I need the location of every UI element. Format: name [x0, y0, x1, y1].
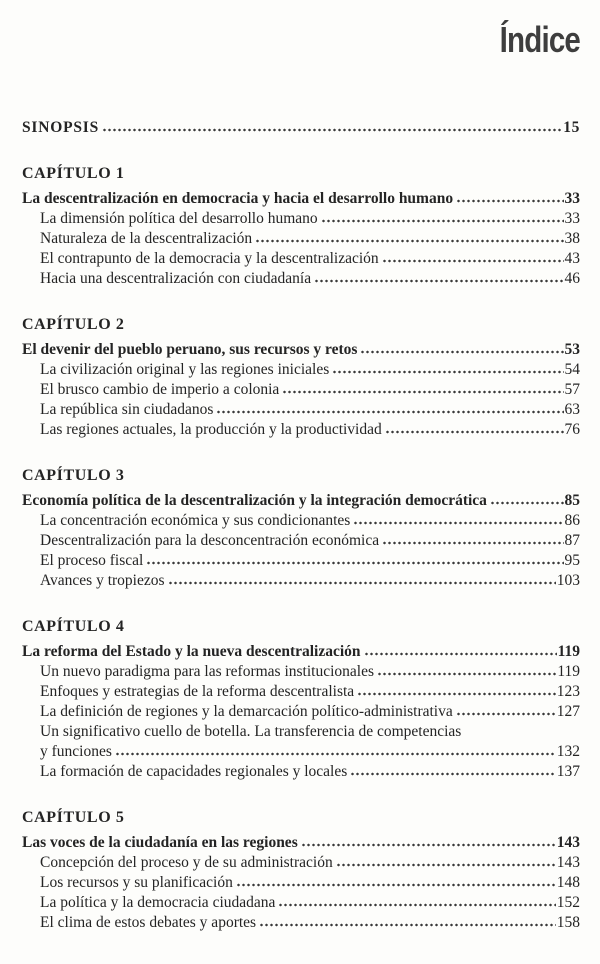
toc-entry-row-wrap-line2 [22, 742, 580, 762]
toc-entry-row [22, 853, 580, 873]
entry-label: El contrapunto de la democracia y la descentralización [40, 250, 379, 267]
chapter-heading: CAPÍTULO 4 [22, 618, 125, 635]
page-number: 143 [556, 834, 580, 851]
page-number: 54 [564, 361, 580, 378]
entry-label: La definición de regiones y la demarcación político-administrativa [40, 703, 453, 720]
toc-entry-row [22, 229, 580, 249]
dot-leader [216, 410, 563, 414]
page-number: 119 [557, 663, 580, 680]
chapter-section-3 [22, 466, 580, 591]
chapter-heading: CAPÍTULO 1 [22, 165, 125, 182]
chapter-heading: CAPÍTULO 2 [22, 316, 125, 333]
page-number: 57 [564, 381, 580, 398]
dot-leader [364, 652, 557, 656]
page-number: 152 [556, 894, 580, 911]
page-number: 119 [557, 643, 580, 660]
chapter-title-row [22, 189, 580, 209]
dot-leader [332, 370, 563, 374]
dot-leader [360, 350, 563, 354]
entry-label: El clima de estos debates y aportes [40, 914, 257, 931]
toc-entry-row [22, 249, 580, 269]
entry-label: La república sin ciudadanos [40, 401, 214, 418]
entry-label: SINOPSIS [22, 119, 100, 136]
toc-entry-row-wrap-line1 [22, 722, 580, 742]
entry-label: La dimensión política del desarrollo humano [40, 210, 318, 227]
entry-label: El brusco cambio de imperio a colonia [40, 381, 280, 398]
page-number: 103 [556, 572, 580, 589]
dot-leader [350, 772, 555, 776]
dot-leader [236, 883, 556, 887]
entry-label: La política y la democracia ciudadana [40, 894, 276, 911]
toc-entry-row [22, 380, 580, 400]
dot-leader [301, 843, 556, 847]
page-number: 132 [556, 743, 580, 760]
toc-entry-row [22, 420, 580, 440]
dot-leader [278, 903, 555, 907]
dot-leader [456, 199, 563, 203]
dot-leader [321, 219, 564, 223]
dot-leader [385, 430, 564, 434]
entry-label: Concepción del proceso y de su administración [40, 854, 333, 871]
toc-entry-row [22, 873, 580, 893]
chapter-section-4 [22, 617, 580, 782]
dot-leader [377, 672, 556, 676]
page-number: 158 [556, 914, 580, 931]
page-number: 76 [564, 421, 580, 438]
page-number: 137 [556, 763, 580, 780]
page-number: 143 [556, 854, 580, 871]
entry-label: Las voces de la ciudadanía en las regiones [22, 834, 298, 851]
page-number: 86 [564, 512, 580, 529]
page-number: 38 [564, 230, 580, 247]
chapter-heading: CAPÍTULO 3 [22, 467, 125, 484]
page-number: 15 [563, 119, 580, 136]
entry-label: Avances y tropiezos [40, 572, 165, 589]
page-number: 33 [564, 210, 580, 227]
chapter-section-5 [22, 808, 580, 933]
entry-label: La formación de capacidades regionales y locales [40, 763, 348, 780]
entry-label: La civilización original y las regiones iniciales [40, 361, 330, 378]
toc-entry-row [22, 762, 580, 782]
entry-label: El devenir del pueblo peruano, sus recursos y retos [22, 341, 358, 358]
chapter-title-row [22, 833, 580, 853]
dot-leader [168, 581, 556, 585]
entry-label: Enfoques y estrategias de la reforma descentralista [40, 683, 355, 700]
entry-label: Naturaleza de la descentralización [40, 230, 253, 247]
page-number: 123 [556, 683, 580, 700]
title-row [22, 0, 580, 60]
dot-leader [314, 279, 563, 283]
toc-entry-row [22, 400, 580, 420]
toc-entry-row [22, 531, 580, 551]
toc-row-sinopsis [22, 118, 580, 138]
dot-leader [282, 390, 563, 394]
toc-entry-row [22, 571, 580, 591]
page-number: 148 [556, 874, 580, 891]
page-number: 87 [564, 532, 580, 549]
entry-label: y funciones [40, 743, 112, 760]
chapter-heading: CAPÍTULO 5 [22, 809, 125, 826]
toc-entry-row [22, 551, 580, 571]
entry-label: La descentralización en democracia y hacia el desarrollo humano [22, 190, 454, 207]
toc-entry-row [22, 662, 580, 682]
dot-leader [357, 692, 556, 696]
entry-label: Un significativo cuello de botella. La transferencia de competencias [40, 723, 462, 740]
dot-leader [382, 541, 563, 545]
toc-entry-row [22, 682, 580, 702]
page-number: 85 [564, 492, 580, 509]
chapter-title-row [22, 340, 580, 360]
dot-leader [255, 239, 563, 243]
entry-label: Descentralización para la desconcentración económica [40, 532, 380, 549]
chapter-title-row [22, 491, 580, 511]
toc-entry-row [22, 913, 580, 933]
dot-leader [259, 923, 556, 927]
page-number: 127 [556, 703, 580, 720]
dot-leader [115, 752, 556, 756]
chapter-section-1 [22, 164, 580, 289]
toc-entry-row [22, 209, 580, 229]
entry-label: El proceso fiscal [40, 552, 144, 569]
entry-label: La reforma del Estado y la nueva descentralización [22, 643, 361, 660]
entry-label: Un nuevo paradigma para las reformas institucionales [40, 663, 374, 680]
dot-leader [490, 501, 564, 505]
page-number: 63 [564, 401, 580, 418]
page-number: 43 [564, 250, 580, 267]
entry-label: La concentración económica y sus condicionantes [40, 512, 351, 529]
page-number: 46 [564, 270, 580, 287]
entry-label: Las regiones actuales, la producción y la productividad [40, 421, 382, 438]
toc-entry-row [22, 511, 580, 531]
dot-leader [353, 521, 563, 525]
dot-leader [382, 259, 564, 263]
entry-label: Economía política de la descentralización y la integración democrática [22, 492, 487, 509]
chapter-title-row [22, 642, 580, 662]
toc-entry-row [22, 360, 580, 380]
toc-entry-row [22, 702, 580, 722]
dot-leader [336, 863, 556, 867]
page-number: 33 [564, 190, 580, 207]
entry-label: Hacia una descentralización con ciudadanía [40, 270, 312, 287]
entry-label: Los recursos y su planificación [40, 874, 233, 891]
dot-leader [456, 712, 556, 716]
page-number: 53 [564, 341, 580, 358]
page-title: Índice [499, 19, 580, 60]
page-number: 95 [564, 552, 580, 569]
toc-entry-row [22, 893, 580, 913]
dot-leader [102, 128, 562, 132]
chapter-section-2 [22, 315, 580, 440]
toc-entry-row [22, 269, 580, 289]
dot-leader [146, 561, 563, 565]
